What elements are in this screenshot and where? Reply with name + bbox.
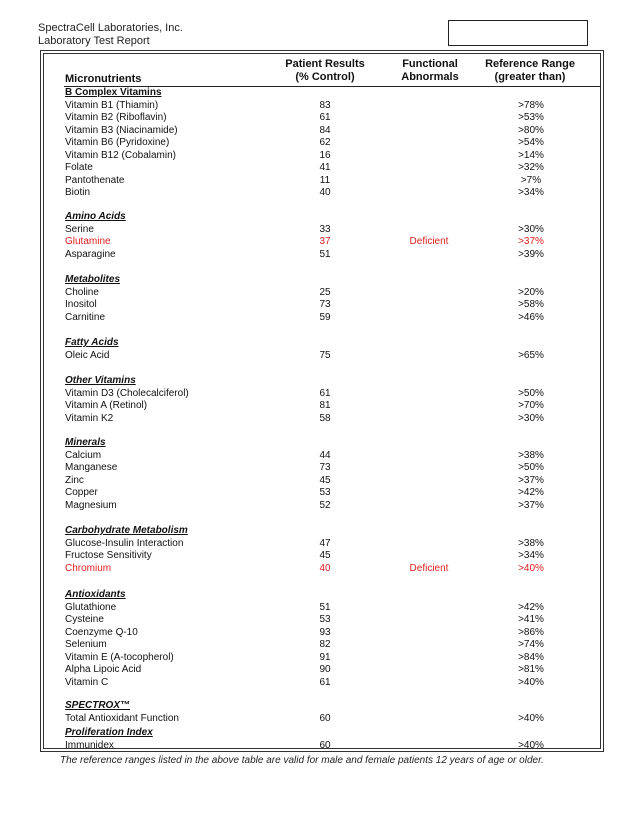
result-value: 40: [319, 562, 331, 574]
table-row: [0, 162, 638, 174]
result-value: 61: [319, 112, 331, 124]
result-value: 61: [319, 676, 331, 688]
table-row: [0, 487, 638, 499]
footnote: The reference ranges listed in the above table are valid for male and female patients 12 years of age or older.: [60, 755, 544, 766]
nutrient-name: Biotin: [65, 187, 91, 199]
nutrient-name: Selenium: [65, 639, 107, 651]
reference-range: >34%: [518, 550, 544, 562]
reference-range: >34%: [518, 187, 544, 199]
reference-range: >46%: [518, 311, 544, 323]
reference-range: >39%: [518, 248, 544, 260]
reference-range: >58%: [518, 299, 544, 311]
result-value: 60: [319, 712, 331, 724]
nutrient-name: Vitamin D3 (Cholecalciferol): [65, 387, 189, 399]
reference-range: >42%: [518, 487, 544, 499]
table-row: [0, 137, 638, 149]
result-value: 52: [319, 499, 331, 511]
result-value: 60: [319, 739, 331, 751]
reference-range: >78%: [518, 99, 544, 111]
result-value: 33: [319, 223, 331, 235]
nutrient-name: Choline: [65, 286, 99, 298]
table-row: [0, 224, 638, 236]
table-row: [0, 100, 638, 112]
functional-abnormal: Deficient: [409, 562, 449, 574]
nutrient-name: Fructose Sensitivity: [65, 550, 152, 562]
reference-range: >84%: [518, 651, 544, 663]
section-title: Antioxidants: [65, 589, 126, 600]
result-value: 45: [319, 550, 331, 562]
nutrient-name: Cysteine: [65, 614, 104, 626]
reference-range: >37%: [518, 236, 544, 248]
table-row: [0, 175, 638, 187]
table-row: [0, 713, 638, 725]
table-row: [0, 413, 638, 425]
nutrient-name: Oleic Acid: [65, 349, 110, 361]
result-value: 73: [319, 299, 331, 311]
reference-range: >50%: [518, 462, 544, 474]
nutrient-name: Magnesium: [65, 499, 117, 511]
result-value: 25: [319, 286, 331, 298]
result-value: 82: [319, 639, 331, 651]
col-functional-abnormals-line2: Abnormals: [401, 71, 459, 83]
reference-range: >14%: [518, 149, 544, 161]
result-value: 40: [319, 187, 331, 199]
section-title: Fatty Acids: [65, 337, 119, 348]
table-row: [0, 236, 638, 248]
table-row: [0, 563, 638, 575]
result-value: 84: [319, 124, 331, 136]
reference-range: >53%: [518, 112, 544, 124]
col-micronutrients: Micronutrients: [65, 73, 142, 85]
reference-range: >50%: [518, 387, 544, 399]
table-row: [0, 350, 638, 362]
result-value: 47: [319, 537, 331, 549]
reference-range: >7%: [520, 174, 542, 186]
section-title: Proliferation Index: [65, 727, 153, 738]
table-row: [0, 462, 638, 474]
nutrient-name: Asparagine: [65, 248, 116, 260]
nutrient-name: Vitamin C: [65, 676, 109, 688]
company-name: SpectraCell Laboratories, Inc.: [38, 22, 183, 34]
col-reference-range-line2: (greater than): [494, 71, 566, 83]
nutrient-name: Alpha Lipoic Acid: [65, 664, 142, 676]
nutrient-name: Glucose-Insulin Interaction: [65, 537, 184, 549]
result-value: 37: [319, 236, 331, 248]
reference-range: >40%: [518, 562, 544, 574]
col-patient-results-line2: (% Control): [295, 71, 355, 83]
report-title: Laboratory Test Report: [38, 35, 150, 47]
table-row: [0, 740, 638, 752]
reference-range: >42%: [518, 601, 544, 613]
result-value: 93: [319, 626, 331, 638]
reference-range: >40%: [518, 739, 544, 751]
nutrient-name: Manganese: [65, 462, 118, 474]
reference-range: >65%: [518, 349, 544, 361]
nutrient-name: Immunidex: [65, 739, 114, 751]
nutrient-name: Glutamine: [65, 236, 111, 248]
reference-range: >37%: [518, 499, 544, 511]
table-row: [0, 550, 638, 562]
reference-range: >81%: [518, 664, 544, 676]
result-value: 81: [319, 400, 331, 412]
section-title: Metabolites: [65, 274, 121, 285]
result-value: 44: [319, 449, 331, 461]
nutrient-name: Glutathione: [65, 601, 117, 613]
table-row: [0, 187, 638, 199]
col-reference-range-line1: Reference Range: [485, 58, 575, 70]
section-title: Carbohydrate Metabolism: [65, 525, 188, 536]
reference-range: >20%: [518, 286, 544, 298]
reference-range: >37%: [518, 474, 544, 486]
reference-range: >38%: [518, 449, 544, 461]
table-row: [0, 677, 638, 689]
result-value: 91: [319, 651, 331, 663]
table-row: [0, 388, 638, 400]
nutrient-name: Folate: [65, 162, 93, 174]
table-row: [0, 450, 638, 462]
result-value: 61: [319, 387, 331, 399]
table-row: [0, 500, 638, 512]
nutrient-name: Inositol: [65, 299, 97, 311]
table-row: [0, 299, 638, 311]
reference-range: >70%: [518, 400, 544, 412]
reference-range: >80%: [518, 124, 544, 136]
result-value: 51: [319, 248, 331, 260]
nutrient-name: Coenzyme Q-10: [65, 626, 138, 638]
table-row: [0, 627, 638, 639]
reference-range: >41%: [518, 614, 544, 626]
nutrient-name: Carnitine: [65, 311, 106, 323]
result-value: 53: [319, 487, 331, 499]
reference-range: >54%: [518, 137, 544, 149]
reference-range: >40%: [518, 712, 544, 724]
table-row: [0, 538, 638, 550]
result-value: 16: [319, 149, 331, 161]
col-patient-results: [275, 58, 375, 84]
reference-range: >40%: [518, 676, 544, 688]
section-title: SPECTROX™: [65, 700, 131, 711]
nutrient-name: Vitamin B6 (Pyridoxine): [65, 137, 170, 149]
section-title: Minerals: [65, 437, 106, 448]
table-row: [0, 652, 638, 664]
reference-range: >86%: [518, 626, 544, 638]
nutrient-name: Vitamin B2 (Riboflavin): [65, 112, 167, 124]
section-title: B Complex Vitamins: [65, 87, 162, 98]
reference-range: >32%: [518, 162, 544, 174]
nutrient-name: Vitamin B3 (Niacinamide): [65, 124, 178, 136]
table-row: [0, 112, 638, 124]
nutrient-name: Total Antioxidant Function: [65, 712, 179, 724]
result-value: 11: [319, 174, 331, 186]
result-value: 62: [319, 137, 331, 149]
nutrient-name: Zinc: [65, 474, 84, 486]
col-reference-range: [480, 58, 580, 84]
nutrient-name: Vitamin A (Retinol): [65, 400, 148, 412]
table-row: [0, 125, 638, 137]
result-value: 45: [319, 474, 331, 486]
nutrient-name: Pantothenate: [65, 174, 125, 186]
col-patient-results-line1: Patient Results: [285, 58, 365, 70]
nutrient-name: Copper: [65, 487, 98, 499]
col-functional-abnormals: [385, 58, 475, 84]
reference-range: >30%: [518, 223, 544, 235]
col-functional-abnormals-line1: Functional: [402, 58, 458, 70]
result-value: 83: [319, 99, 331, 111]
result-value: 58: [319, 412, 331, 424]
reference-range: >38%: [518, 537, 544, 549]
nutrient-name: Vitamin B12 (Cobalamin): [65, 149, 176, 161]
nutrient-name: Serine: [65, 223, 94, 235]
table-row: [0, 602, 638, 614]
redacted-box: [448, 20, 588, 46]
result-value: 41: [319, 162, 331, 174]
table-row: [0, 400, 638, 412]
nutrient-name: Vitamin E (A-tocopherol): [65, 651, 174, 663]
result-value: 51: [319, 601, 331, 613]
nutrient-name: Chromium: [65, 562, 112, 574]
table-row: [0, 639, 638, 651]
reference-range: >30%: [518, 412, 544, 424]
table-row: [0, 614, 638, 626]
result-value: 53: [319, 614, 331, 626]
table-row: [0, 312, 638, 324]
functional-abnormal: Deficient: [409, 236, 449, 248]
section-title: Other Vitamins: [65, 375, 136, 386]
result-value: 59: [319, 311, 331, 323]
table-row: [0, 475, 638, 487]
reference-range: >74%: [518, 639, 544, 651]
nutrient-name: Vitamin B1 (Thiamin): [65, 99, 159, 111]
result-value: 73: [319, 462, 331, 474]
table-row: [0, 249, 638, 261]
nutrient-name: Calcium: [65, 449, 102, 461]
table-row: [0, 287, 638, 299]
table-row: [0, 150, 638, 162]
nutrient-name: Vitamin K2: [65, 412, 114, 424]
result-value: 75: [319, 349, 331, 361]
table-row: [0, 664, 638, 676]
section-title: Amino Acids: [65, 211, 126, 222]
result-value: 90: [319, 664, 331, 676]
